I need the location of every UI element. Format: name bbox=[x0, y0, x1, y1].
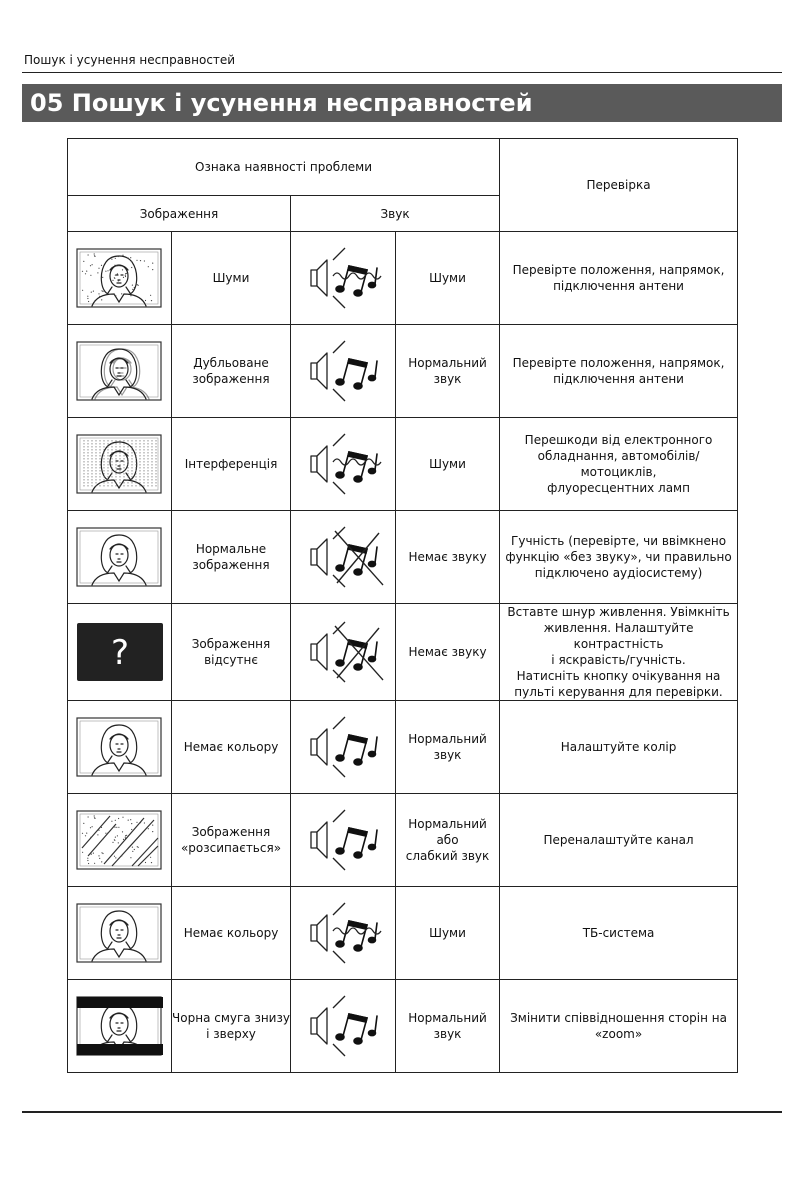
picture-symptom-label: Зображення «розсипається» bbox=[180, 825, 282, 855]
picture-symptom-label: Немає кольору bbox=[183, 926, 279, 940]
speaker-notes-icon bbox=[291, 701, 396, 794]
tv-no-color-icon bbox=[68, 701, 172, 794]
check-instruction: Налаштуйте колір bbox=[560, 740, 677, 754]
footer-divider bbox=[22, 1111, 782, 1113]
speaker-notes-icon bbox=[291, 794, 396, 887]
sound-symptom-label: Нормальний звук bbox=[408, 356, 487, 386]
sound-symptom-label: Нормальний звук bbox=[408, 732, 487, 762]
tv-scattered-image-icon bbox=[68, 794, 172, 887]
sound-symptom-label: Немає звуку bbox=[408, 645, 487, 659]
tv-black-bars-icon bbox=[68, 980, 172, 1073]
table-row bbox=[68, 701, 738, 794]
svg-text:?: ? bbox=[110, 633, 129, 673]
speaker-muted-icon bbox=[291, 511, 396, 604]
sound-symptom-label: Немає звуку bbox=[408, 550, 487, 564]
table-row bbox=[68, 794, 738, 887]
tv-normal-image-icon bbox=[68, 511, 172, 604]
check-instruction: Вставте шнур живлення. Увімкніть живлення. Налаштуйте контрастність і яскравість/гучність. Натисніть кнопку очікування на пульті керування для перевірки. bbox=[507, 605, 730, 699]
page-title: 05 Пошук і усунення несправностей bbox=[22, 84, 782, 122]
tv-interference-icon bbox=[68, 418, 172, 511]
check-instruction: ТБ-система bbox=[582, 926, 655, 940]
table-row bbox=[68, 418, 738, 511]
speaker-noisy-notes-icon bbox=[291, 418, 396, 511]
sound-symptom-label: Нормальний або слабкий звук bbox=[405, 817, 490, 863]
table-row bbox=[68, 887, 738, 980]
header-divider bbox=[22, 72, 782, 73]
header-image: Зображення bbox=[68, 196, 291, 232]
sound-symptom-label: Шуми bbox=[429, 271, 466, 285]
picture-symptom-label: Дубльоване зображення bbox=[192, 356, 270, 386]
check-instruction: Перешкоди від електронного обладнання, автомобілів/мотоциклів, флуоресцентних ламп bbox=[524, 433, 713, 495]
check-instruction: Перевірте положення, напрямок, підключення антени bbox=[512, 356, 725, 386]
speaker-muted-icon bbox=[291, 604, 396, 701]
picture-symptom-label: Чорна смуга знизу і зверху bbox=[172, 1011, 290, 1041]
table-row bbox=[68, 232, 738, 325]
sound-symptom-label: Нормальний звук bbox=[408, 1011, 487, 1041]
sound-symptom-label: Шуми bbox=[429, 457, 466, 471]
table-row bbox=[68, 604, 738, 701]
running-head: Пошук і усунення несправностей bbox=[24, 53, 236, 67]
picture-symptom-label: Зображення відсутнє bbox=[191, 637, 271, 667]
tv-double-image-icon bbox=[68, 325, 172, 418]
picture-symptom-label: Нормальне зображення bbox=[192, 542, 270, 572]
picture-symptom-label: Немає кольору bbox=[183, 740, 279, 754]
picture-symptom-label: Шуми bbox=[212, 271, 250, 285]
speaker-notes-icon bbox=[291, 325, 396, 418]
header-sound: Звук bbox=[291, 196, 500, 232]
speaker-notes-icon bbox=[291, 980, 396, 1073]
speaker-noisy-notes-icon bbox=[291, 232, 396, 325]
header-check: Перевірка bbox=[500, 139, 738, 232]
tv-no-color-icon bbox=[68, 887, 172, 980]
sound-symptom-label: Шуми bbox=[429, 926, 466, 940]
tv-no-picture-icon bbox=[68, 604, 172, 701]
header-problem-sign: Ознака наявності проблеми bbox=[68, 139, 500, 196]
tv-snow-noise-icon bbox=[68, 232, 172, 325]
check-instruction: Переналаштуйте канал bbox=[543, 833, 694, 847]
check-instruction: Перевірте положення, напрямок, підключення антени bbox=[512, 263, 725, 293]
table-row bbox=[68, 325, 738, 418]
check-instruction: Гучність (перевірте, чи ввімкнено функцію «без звуку», чи правильно підключено аудіосистему) bbox=[505, 534, 732, 580]
table-row bbox=[68, 511, 738, 604]
check-instruction: Змінити співвідношення сторін на «zoom» bbox=[510, 1011, 727, 1041]
troubleshooting-table bbox=[67, 138, 738, 1073]
speaker-noisy-notes-icon bbox=[291, 887, 396, 980]
picture-symptom-label: Інтерференція bbox=[184, 457, 278, 471]
table-row bbox=[68, 980, 738, 1073]
